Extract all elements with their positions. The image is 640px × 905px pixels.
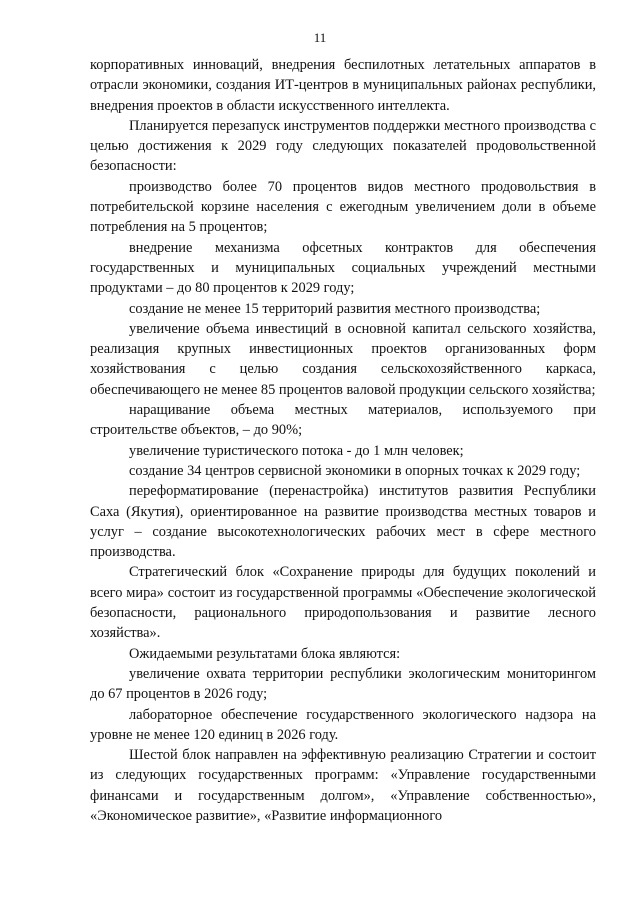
paragraph: производство более 70 процентов видов местного продовольствия в потребительской корзине населения с ежегодным увеличением доли в объеме потребления на 5 процентов; [90,178,596,236]
paragraph: создание 34 центров сервисной экономики в опорных точках к 2029 году; [129,462,581,479]
paragraph: корпоративных инноваций, внедрения беспилотных летательных аппаратов в отрасли экономики, создания ИТ-центров в муниципальных районах республики, внедрения проектов в области искусственного интеллекта. [90,57,596,114]
document-body [90,55,596,826]
paragraph: Стратегический блок «Сохранение природы для будущих поколений и всего мира» состоит из государственной программы «Обеспечение экологической безопасности, рационального природопользования и развитие лесного хозяйства». [90,564,596,642]
paragraph: лабораторное обеспечение государственного экологического надзора на уровне не менее 120 единиц в 2026 году. [90,706,596,743]
paragraph: увеличение охвата территории республики экологическим мониторингом до 67 процентов в 2026 году; [90,665,596,703]
paragraph: Шестой блок направлен на эффективную реализацию Стратегии и состоит из следующих государственных программ: «Управление государственными финансами и государственным долгом», «Управление собственностью», «Экономическое развитие», «Развитие информационного [90,747,596,824]
paragraph: увеличение туристического потока - до 1 млн человек; [129,442,464,459]
paragraph: создание не менее 15 территорий развития местного производства; [129,300,541,317]
paragraph: внедрение механизма офсетных контрактов для обеспечения государственных и муниципальных социальных учреждений местными продуктами – до 80 процентов к 2029 году; [90,239,596,297]
page-number: 11 [313,30,327,45]
paragraph: увеличение объема инвестиций в основной капитал сельского хозяйства, реализация крупных инвестиционных проектов организованных форм хозяйствования с целью создания сельскохозяйственного каркаса, обеспечивающего не менее 85 процентов валовой продукции сельского хозяйства; [90,320,596,398]
paragraph: переформатирование (перенастройка) институтов развития Республики Саха (Якутия), ориентированное на развитие производства местных товаров и услуг – создание высокотехнологических рабочих мест в сфере местного производства. [90,483,596,561]
paragraph: наращивание объема местных материалов, используемого при строительстве объектов, – до 90%; [90,402,596,439]
paragraph: Планируется перезапуск инструментов поддержки местного производства с целью достижения к 2029 году следующих показателей продовольственной безопасности: [90,117,596,175]
paragraph: Ожидаемыми результатами блока являются: [129,645,401,662]
